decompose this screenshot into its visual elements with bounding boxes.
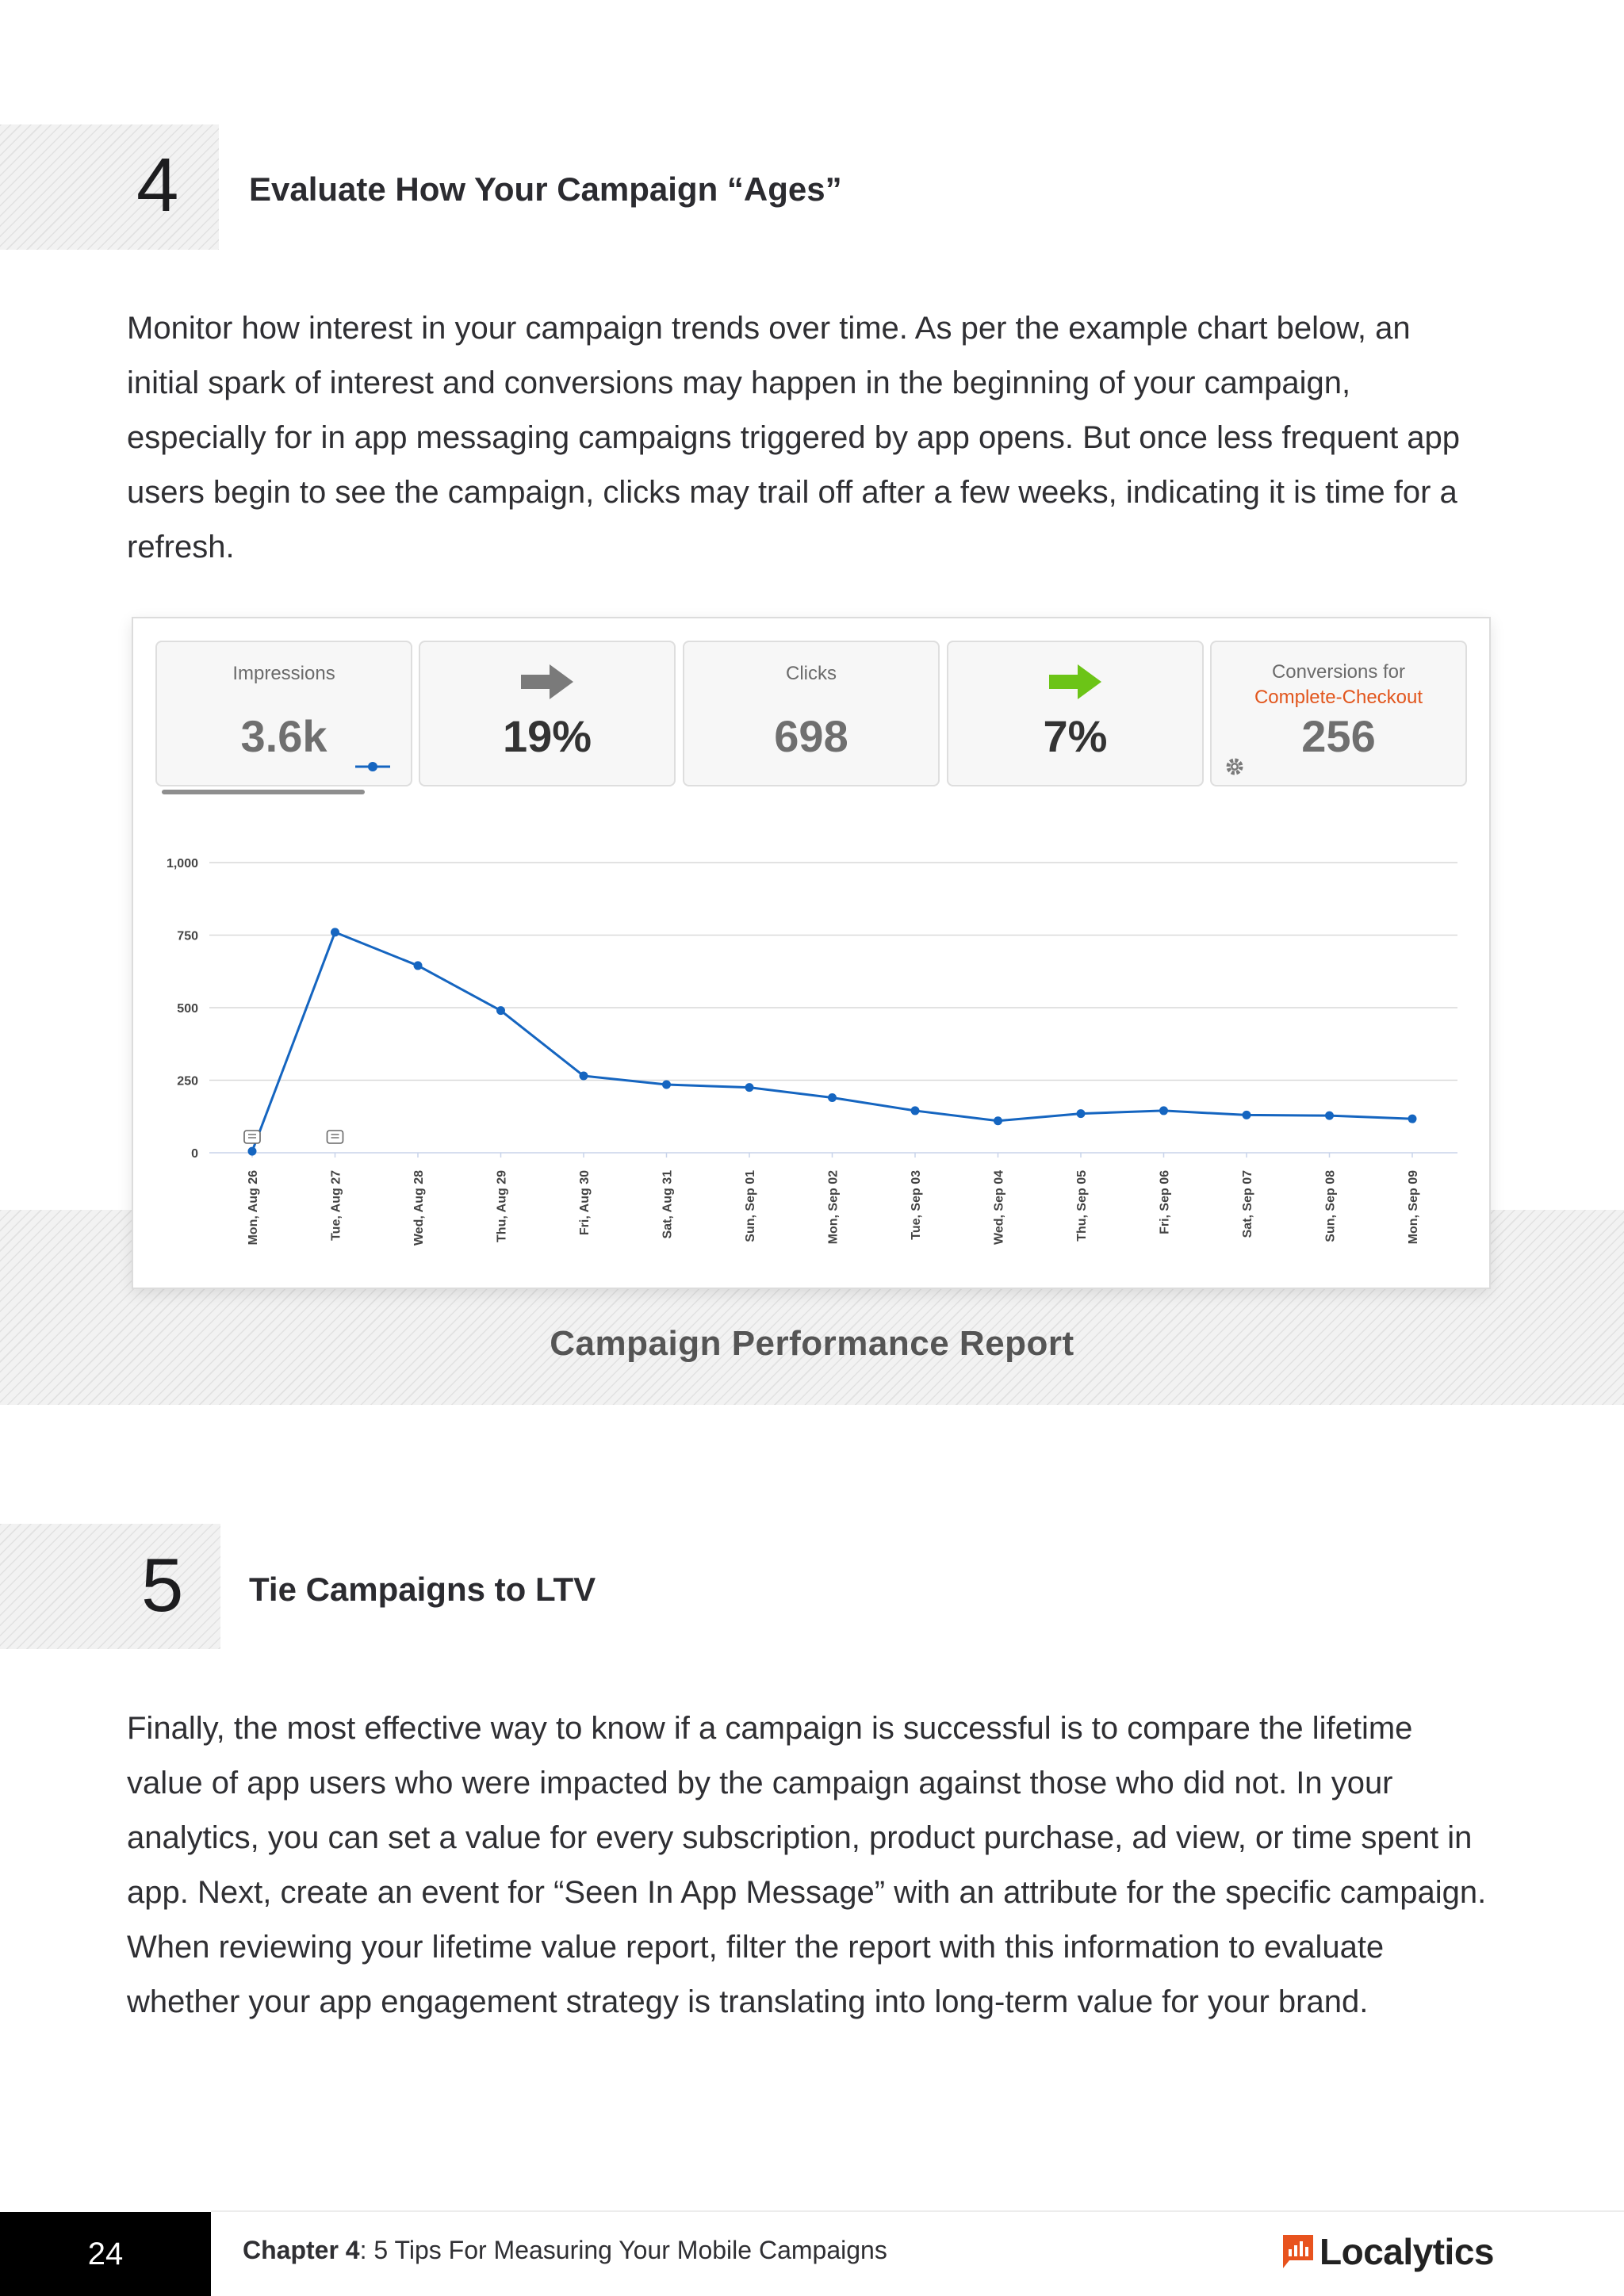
data-point [496,1006,505,1015]
chapter-separator: : [359,2236,374,2264]
x-tick-label: Mon, Sep 02 [826,1170,841,1245]
page-number: 24 [0,2212,211,2296]
data-point [1325,1112,1334,1120]
x-tick-label: Tue, Sep 03 [910,1170,923,1240]
x-tick-label: Sun, Sep 08 [1323,1170,1338,1242]
y-tick-label: 250 [177,1074,198,1089]
y-tick-label: 1,000 [166,857,198,871]
section-title: Evaluate How Your Campaign “Ages” [249,170,842,208]
footer-chapter [243,2236,887,2265]
data-point [828,1093,837,1102]
x-tick-label: Wed, Aug 28 [412,1170,426,1246]
impressions-line-chart [133,618,1489,1288]
data-point [745,1083,754,1092]
brand-name: Localytics [1320,2231,1494,2272]
y-tick-label: 750 [177,929,198,943]
click-to-conversion-rate-value: 7% [1043,711,1108,761]
section-body: Monitor how interest in your campaign trends over time. As per the example chart below, an initial spark of interest and conversions may happen in the beginning of your campaign, especially for in app messaging campaigns triggered by app opens. But once less frequent app users begin to see the campaign, clicks may trail off after a few weeks, indicating it is time for a refresh. [127,311,1461,564]
x-tick-label: Thu, Sep 05 [1075,1170,1089,1242]
y-tick-label: 0 [191,1147,198,1161]
x-tick-label: Sat, Aug 31 [661,1170,675,1239]
brand-logo [1283,2228,1494,2275]
conversions-label: Conversions for [1271,661,1406,683]
annotation-note-icon [244,1131,260,1143]
section-number-box [0,124,219,250]
chapter-label: Chapter 4 [243,2236,360,2264]
y-tick-label: 500 [177,1002,198,1016]
section-number: 5 [141,1543,184,1628]
conversion-event-name[interactable]: Complete-Checkout [1254,687,1423,708]
section-number: 4 [136,143,179,228]
footer-divider [211,2210,1624,2212]
data-point [1159,1106,1168,1115]
x-tick-label: Tue, Aug 27 [329,1170,343,1241]
x-tick-label: Thu, Aug 29 [495,1170,509,1242]
section-title: Tie Campaigns to LTV [249,1571,596,1608]
section-body: Finally, the most effective way to know if a campaign is successful is to compare the lifetime value of app users who were impacted by the campaign against those who did not. In your analytics, you can set a value for every subscription, product purchase, ad view, or time spent in app. Next, create an event for “Seen In App Message” with an attribute for the specific campaign. When reviewing your lifetime value report, filter the report with this information to evaluate whether your app engagement strategy is translating into long-term value for your brand. [127,1711,1487,2019]
section-number-box [0,1524,220,1649]
data-point [248,1147,257,1156]
data-point [911,1106,920,1115]
data-point [1077,1109,1086,1118]
data-point [994,1116,1002,1125]
data-point [414,961,423,970]
x-tick-label: Fri, Sep 06 [1158,1170,1172,1234]
annotation-note-icon [327,1131,343,1143]
x-tick-label: Fri, Aug 30 [578,1170,592,1236]
impressions-label: Impressions [232,663,335,684]
x-tick-label: Wed, Sep 04 [992,1170,1006,1245]
x-tick-label: Sat, Sep 07 [1241,1170,1254,1238]
localytics-logo-icon [1283,2235,1313,2268]
series-line [252,932,1412,1151]
x-tick-label: Sun, Sep 01 [744,1170,757,1242]
data-point [331,928,339,936]
impressions-value: 3.6k [240,711,327,761]
clicks-label: Clicks [786,663,837,684]
data-point [662,1080,671,1089]
x-tick-label: Mon, Aug 26 [247,1170,260,1246]
chapter-title: 5 Tips For Measuring Your Mobile Campaigns [373,2236,887,2264]
impression-to-click-rate-value: 19% [502,711,592,761]
report-caption: Campaign Performance Report [550,1324,1074,1363]
data-point [1408,1115,1417,1123]
campaign-report-panel [132,617,1491,1289]
conversions-value: 256 [1301,711,1376,761]
clicks-value: 698 [774,711,848,761]
data-point [1243,1111,1251,1119]
data-point [580,1072,588,1081]
x-tick-label: Mon, Sep 09 [1407,1170,1420,1245]
